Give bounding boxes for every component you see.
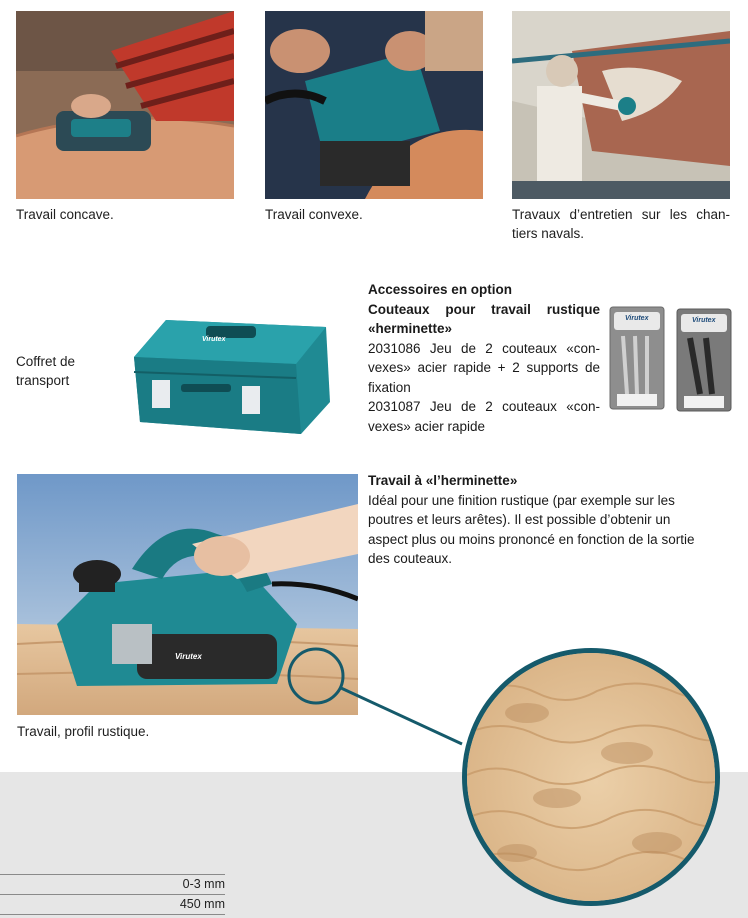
accessory-1-line1: 2031086 Jeu de 2 couteaux «con- (368, 340, 600, 356)
case-label-line1: Coffret de (16, 354, 76, 369)
pack-1-logo: Virutex (625, 315, 649, 322)
accessories-heading: Accessoires en option (368, 282, 513, 297)
accessories-block (368, 280, 600, 436)
accessory-2-line2: vexes» acier rapide (368, 418, 486, 434)
zoom-wood-texture (462, 648, 720, 906)
accessories-subheading-line1: Couteaux pour travail rustique (368, 301, 600, 317)
spec-value-2: 450 mm (179, 897, 225, 911)
caption-boat-maintenance (512, 205, 730, 243)
caption-boat-line1: Travaux d’entretien sur les chan- (512, 207, 730, 222)
herminette-line-2: poutres et leurs arêtes). Il est possible d’obtenir un (368, 512, 671, 527)
caption-concave: Travail concave. (16, 207, 114, 222)
accessory-1-line2: vexes» acier rapide + 2 supports de (368, 360, 600, 375)
caption-rustic-profile: Travail, profil rustique. (17, 724, 150, 739)
photo-convex-work (265, 11, 483, 199)
blade-pack-image-2 (676, 308, 732, 412)
carrying-case-image (126, 312, 332, 437)
photo-boat-maintenance (512, 11, 730, 199)
caption-convex: Travail convexe. (265, 207, 363, 222)
spec-row-2 (0, 895, 225, 915)
herminette-line-1: Idéal pour une finition rustique (par exemple sur les (368, 492, 675, 508)
photo-concave-work (16, 11, 234, 199)
case-label (16, 352, 75, 390)
herminette-block (368, 471, 726, 569)
accessory-1-line3: fixation (368, 379, 411, 395)
spec-value-1: 0-3 mm (182, 877, 225, 891)
case-logo: Virutex (202, 336, 226, 343)
herminette-line-3: aspect plus ou moins prononcé en fonction de la sortie (368, 531, 695, 547)
planer-brand-badge: Virutex (175, 652, 202, 661)
accessories-subheading-line2: «herminette» (368, 321, 453, 336)
spec-row-1 (0, 875, 225, 895)
caption-boat-line2: tiers navals. (512, 226, 585, 241)
case-label-line2: transport (16, 373, 70, 388)
herminette-heading: Travail à «l’herminette» (368, 473, 518, 488)
herminette-line-4: des couteaux. (368, 551, 453, 566)
blade-pack-image-1 (609, 306, 665, 410)
accessory-2-line1: 2031087 Jeu de 2 couteaux «con- (368, 399, 600, 414)
main-planer-photo (17, 474, 358, 715)
pack-2-logo: Virutex (692, 317, 716, 324)
